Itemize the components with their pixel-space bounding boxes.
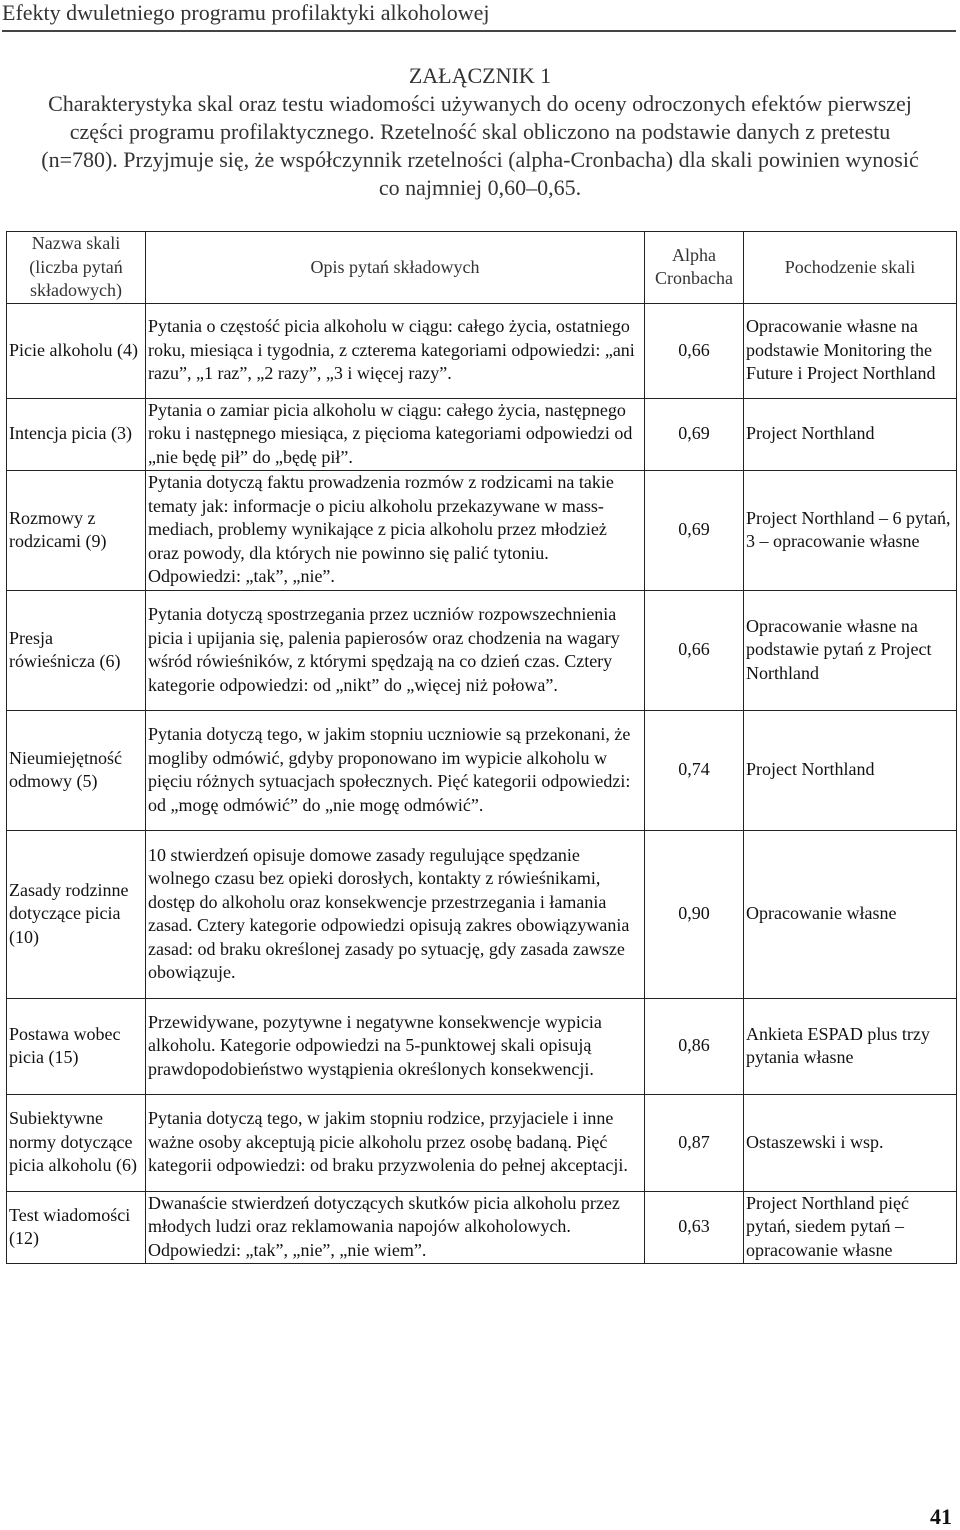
scale-origin: Ostaszewski i wsp. [744, 1094, 957, 1191]
scale-description: Pytania dotyczą faktu prowadzenia rozmów z rodzicami na takie tematy jak: informacje o piciu alkoholu przekazywane w mass-mediach, problemy wynikające z picia alkoholu przez młodzież oraz powody, dla których nie powinno się palić tytoniu. Odpowiedzi: „tak”, „nie”. [146, 470, 645, 590]
table-header-row [7, 232, 957, 304]
annex-heading [40, 62, 920, 202]
alpha-value: 0,69 [645, 398, 744, 470]
annex-title: ZAŁĄCZNIK 1 [408, 63, 552, 88]
scale-name: Picie alkoholu (4) [7, 303, 146, 398]
header-scale-name: Nazwa skali (liczba pytań składowych) [7, 232, 146, 304]
scale-name: Zasady rodzinne dotyczące picia (10) [7, 830, 146, 998]
scale-description: Pytania dotyczą tego, w jakim stopniu uczniowie są przekonani, że mogliby odmówić, gdyby proponowano im wypicie alkoholu w pięciu różnych sytuacjach społecznych. Pięć kategorii odpowiedzi: od „mogę odmówić” do „nie mogę odmówić”. [146, 710, 645, 830]
alpha-value: 0,69 [645, 470, 744, 590]
scale-name: Subiektywne normy dotyczące picia alkoholu (6) [7, 1094, 146, 1191]
table-row [7, 1094, 957, 1191]
scale-description: Pytania dotyczą spostrzegania przez uczniów rozpowszechnienia picia i upijania się, palenia papierosów oraz chodzenia na wagary wśród rówieśników, z którymi spędzają na co dzień czas. Cztery kategorie odpowiedzi: od „nikt” do „więcej niż połowa”. [146, 590, 645, 710]
scale-origin: Project Northland [744, 398, 957, 470]
alpha-value: 0,63 [645, 1191, 744, 1263]
scale-description: Pytania dotyczą tego, w jakim stopniu rodzice, przyjaciele i inne ważne osoby akceptują picie alkoholu przez osobę badaną. Pięć kategorii odpowiedzi: od braku przyzwolenia do pełnej akceptacji. [146, 1094, 645, 1191]
scale-description: Dwanaście stwierdzeń dotyczących skutków picia alkoholu przez młodych ludzi oraz reklamowania napojów alkoholowych. Odpowiedzi: „tak”, „nie”, „nie wiem”. [146, 1191, 645, 1263]
alpha-value: 0,90 [645, 830, 744, 998]
scale-name: Presja rówieśnicza (6) [7, 590, 146, 710]
scale-origin: Opracowanie własne na podstawie Monitoring the Future i Project Northland [744, 303, 957, 398]
table-row [7, 590, 957, 710]
scale-name: Nieumiejętność odmowy (5) [7, 710, 146, 830]
table-row [7, 710, 957, 830]
scale-description: Pytania o częstość picia alkoholu w ciągu: całego życia, ostatniego roku, miesiąca i tygodnia, z czterema kategoriami odpowiedzi: „ani razu”, „1 raz”, „2 razy”, „3 i więcej razy”. [146, 303, 645, 398]
table-row [7, 470, 957, 590]
scale-description: Przewidywane, pozytywne i negatywne konsekwencje wypicia alkoholu. Kategorie odpowiedzi na 5-punktowej skali opisują prawdopodobieństwo wystąpienia określonych konsekwencji. [146, 998, 645, 1094]
scale-name: Postawa wobec picia (15) [7, 998, 146, 1094]
scale-origin: Project Northland – 6 pytań, 3 – opracowanie własne [744, 470, 957, 590]
alpha-value: 0,66 [645, 303, 744, 398]
scales-table [6, 231, 957, 1264]
alpha-value: 0,87 [645, 1094, 744, 1191]
scale-origin: Opracowanie własne na podstawie pytań z Project Northland [744, 590, 957, 710]
page-number: 41 [930, 1504, 952, 1529]
scale-origin: Project Northland [744, 710, 957, 830]
header-alpha: Alpha Cronbacha [645, 232, 744, 304]
alpha-value: 0,74 [645, 710, 744, 830]
scale-origin: Opracowanie własne [744, 830, 957, 998]
alpha-value: 0,66 [645, 590, 744, 710]
alpha-value: 0,86 [645, 998, 744, 1094]
scale-name: Intencja picia (3) [7, 398, 146, 470]
table-row [7, 398, 957, 470]
header-description: Opis pytań składowych [146, 232, 645, 304]
scale-description: 10 stwierdzeń opisuje domowe zasady regulujące spędzanie wolnego czasu bez opieki dorosłych, kontakty z rówieśnikami, dostęp do alkoholu oraz konsekwencje przestrzegania i łamania zasad. Cztery kategorie odpowiedzi opisują zakres obowiązywania zasad: od braku określonej zasady po sytuację, gdy zasada zawsze obowiązuje. [146, 830, 645, 998]
running-head: Efekty dwuletniego programu profilaktyki alkoholowej [2, 0, 956, 32]
scale-name: Rozmowy z rodzicami (9) [7, 470, 146, 590]
scale-name: Test wiadomości (12) [7, 1191, 146, 1263]
table-row [7, 303, 957, 398]
header-origin: Pochodzenie skali [744, 232, 957, 304]
table-row [7, 830, 957, 998]
table-row [7, 1191, 957, 1263]
scale-origin: Project Northland pięć pytań, siedem pytań – opracowanie własne [744, 1191, 957, 1263]
scale-origin: Ankieta ESPAD plus trzy pytania własne [744, 998, 957, 1094]
scale-description: Pytania o zamiar picia alkoholu w ciągu: całego życia, następnego roku i następnego miesiąca, z pięcioma kategoriami odpowiedzi od „nie będę pił” do „będę pił”. [146, 398, 645, 470]
annex-caption: Charakterystyka skal oraz testu wiadomości używanych do oceny odroczonych efektów pierwszej części programu profilaktycznego. Rzetelność skal obliczono na podstawie danych z pretestu (n=780). Przyjmuje się, że współczynnik rzetelności (alpha-Cronbacha) dla skali powinien wynosić co najmniej 0,60–0,65. [41, 91, 919, 200]
table-row [7, 998, 957, 1094]
